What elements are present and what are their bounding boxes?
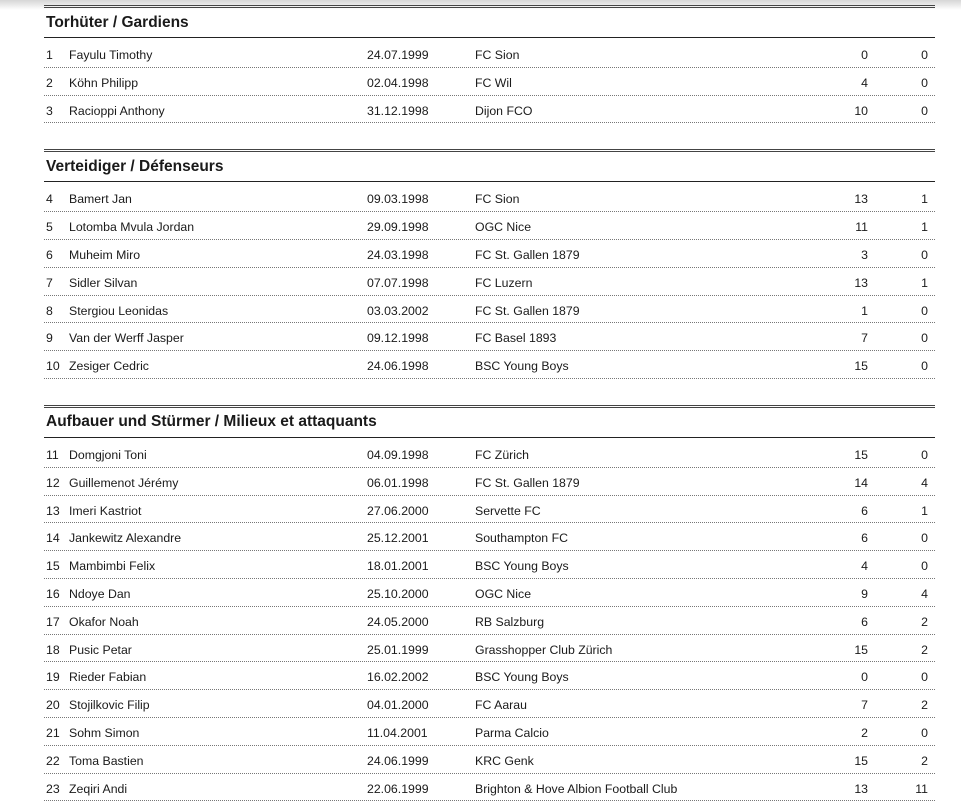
player-name: Rieder Fabian xyxy=(69,670,147,685)
player-games: 15 xyxy=(854,753,868,768)
player-rows xyxy=(44,40,935,123)
player-club: BSC Young Boys xyxy=(475,359,569,374)
player-rows xyxy=(44,184,935,379)
player-goals: 0 xyxy=(921,103,928,118)
player-number: 21 xyxy=(46,725,60,740)
player-games: 0 xyxy=(861,670,868,685)
player-club: FC St. Gallen 1879 xyxy=(475,247,580,262)
player-rows xyxy=(44,440,935,801)
player-goals: 11 xyxy=(915,781,928,796)
player-number: 8 xyxy=(46,303,53,318)
player-games: 14 xyxy=(854,475,868,490)
section-defenders xyxy=(44,149,935,379)
player-goals: 0 xyxy=(921,247,928,262)
player-games: 1 xyxy=(861,303,868,318)
player-name: Stergiou Leonidas xyxy=(69,303,169,318)
player-goals: 2 xyxy=(921,614,928,629)
player-number: 23 xyxy=(46,781,60,796)
player-number: 1 xyxy=(46,48,53,62)
player-row xyxy=(44,579,935,607)
player-number: 20 xyxy=(46,698,60,713)
player-goals: 2 xyxy=(921,753,928,768)
player-row xyxy=(44,774,935,801)
player-row xyxy=(44,96,935,124)
player-goals: 0 xyxy=(921,670,928,685)
player-goals: 1 xyxy=(921,192,928,207)
player-birthdate: 11.04.2001 xyxy=(367,725,428,740)
player-birthdate: 24.05.2000 xyxy=(367,614,429,629)
player-birthdate: 18.01.2001 xyxy=(367,559,429,574)
player-number: 18 xyxy=(46,642,60,657)
player-goals: 2 xyxy=(921,642,928,657)
player-birthdate: 22.06.1999 xyxy=(367,781,429,796)
player-games: 6 xyxy=(861,614,868,629)
player-goals: 4 xyxy=(921,475,928,490)
player-games: 15 xyxy=(854,359,868,374)
player-row xyxy=(44,635,935,663)
player-club: FC St. Gallen 1879 xyxy=(475,303,580,318)
player-goals: 0 xyxy=(921,559,928,574)
player-row xyxy=(44,351,935,379)
section-midfield-attack xyxy=(44,405,935,801)
player-name: Pusic Petar xyxy=(69,642,132,657)
player-row xyxy=(44,496,935,524)
section-goalkeepers xyxy=(44,5,935,123)
player-birthdate: 16.02.2002 xyxy=(367,670,429,685)
player-number: 3 xyxy=(46,103,53,118)
player-club: Parma Calcio xyxy=(475,725,549,740)
player-name: Sohm Simon xyxy=(69,725,140,740)
player-birthdate: 04.09.1998 xyxy=(367,447,429,462)
player-name: Guillemenot Jérémy xyxy=(69,475,179,490)
player-goals: 1 xyxy=(921,503,928,518)
player-name: Köhn Philipp xyxy=(69,75,139,90)
player-name: Van der Werff Jasper xyxy=(69,331,184,346)
section-spacer xyxy=(44,123,935,149)
player-club: OGC Nice xyxy=(475,586,532,601)
player-name: Mambimbi Felix xyxy=(69,559,156,574)
player-goals: 0 xyxy=(921,725,928,740)
player-games: 15 xyxy=(854,642,868,657)
player-club: Servette FC xyxy=(475,503,541,518)
player-number: 15 xyxy=(46,559,60,574)
player-row xyxy=(44,607,935,635)
player-club: BSC Young Boys xyxy=(475,670,569,685)
player-birthdate: 04.01.2000 xyxy=(367,698,429,713)
player-games: 4 xyxy=(861,75,868,90)
player-games: 3 xyxy=(861,247,868,262)
player-club: Dijon FCO xyxy=(475,103,533,118)
player-games: 7 xyxy=(861,698,868,713)
player-name: Okafor Noah xyxy=(69,614,139,629)
player-club: FC St. Gallen 1879 xyxy=(475,475,580,490)
player-row xyxy=(44,746,935,774)
player-number: 13 xyxy=(46,503,60,518)
player-goals: 0 xyxy=(921,75,928,90)
section-title: Torhüter / Gardiens xyxy=(44,5,935,38)
player-number: 2 xyxy=(46,75,53,90)
player-number: 11 xyxy=(46,447,59,462)
player-club: FC Sion xyxy=(475,192,520,207)
player-games: 11 xyxy=(855,220,868,235)
player-birthdate: 02.04.1998 xyxy=(367,75,429,90)
player-row xyxy=(44,240,935,268)
player-birthdate: 06.01.1998 xyxy=(367,475,429,490)
player-row xyxy=(44,523,935,551)
player-goals: 0 xyxy=(921,303,928,318)
player-number: 7 xyxy=(46,275,53,290)
player-birthdate: 25.01.1999 xyxy=(367,642,429,657)
player-games: 15 xyxy=(854,447,868,462)
player-number: 16 xyxy=(46,586,60,601)
squad-list xyxy=(44,5,935,801)
player-birthdate: 25.10.2000 xyxy=(367,586,429,601)
player-name: Fayulu Timothy xyxy=(69,48,153,62)
player-birthdate: 09.03.1998 xyxy=(367,192,429,207)
player-name: Imeri Kastriot xyxy=(69,503,142,518)
player-games: 10 xyxy=(854,103,868,118)
player-name: Lotomba Mvula Jordan xyxy=(69,220,195,235)
player-number: 10 xyxy=(46,359,60,374)
player-birthdate: 25.12.2001 xyxy=(367,531,429,546)
player-birthdate: 09.12.1998 xyxy=(367,331,429,346)
player-number: 22 xyxy=(46,753,60,768)
player-number: 19 xyxy=(46,670,60,685)
player-club: BSC Young Boys xyxy=(475,559,569,574)
player-club: FC Wil xyxy=(475,75,512,90)
player-birthdate: 29.09.1998 xyxy=(367,220,429,235)
player-birthdate: 24.06.1999 xyxy=(367,753,429,768)
player-name: Jankewitz Alexandre xyxy=(69,531,182,546)
player-number: 9 xyxy=(46,331,53,346)
player-goals: 0 xyxy=(921,447,928,462)
player-club: Southampton FC xyxy=(475,531,568,546)
player-row xyxy=(44,68,935,96)
player-name: Zeqiri Andi xyxy=(69,781,128,796)
player-club: KRC Genk xyxy=(475,753,534,768)
player-club: FC Luzern xyxy=(475,275,533,290)
player-birthdate: 24.06.1998 xyxy=(367,359,429,374)
player-games: 6 xyxy=(861,503,868,518)
player-number: 4 xyxy=(46,192,53,207)
player-goals: 1 xyxy=(921,275,928,290)
player-row xyxy=(44,551,935,579)
player-club: FC Sion xyxy=(475,48,520,62)
player-club: FC Basel 1893 xyxy=(475,331,557,346)
player-goals: 0 xyxy=(921,48,928,62)
player-birthdate: 07.07.1998 xyxy=(367,275,429,290)
player-number: 12 xyxy=(46,475,60,490)
player-name: Ndoye Dan xyxy=(69,586,131,601)
player-goals: 4 xyxy=(921,586,928,601)
player-row xyxy=(44,268,935,296)
section-spacer xyxy=(44,379,935,405)
player-name: Sidler Silvan xyxy=(69,275,138,290)
player-row xyxy=(44,468,935,496)
player-goals: 0 xyxy=(921,531,928,546)
player-name: Racioppi Anthony xyxy=(69,103,165,118)
player-club: Brighton & Hove Albion Football Club xyxy=(475,781,678,796)
player-name: Domgjoni Toni xyxy=(69,447,147,462)
player-club: OGC Nice xyxy=(475,220,532,235)
player-name: Bamert Jan xyxy=(69,192,132,207)
player-row xyxy=(44,40,935,68)
player-goals: 2 xyxy=(921,698,928,713)
player-number: 17 xyxy=(46,614,60,629)
player-row xyxy=(44,212,935,240)
player-row xyxy=(44,440,935,468)
player-birthdate: 03.03.2002 xyxy=(367,303,429,318)
player-games: 13 xyxy=(854,275,868,290)
player-games: 6 xyxy=(861,531,868,546)
player-birthdate: 24.03.1998 xyxy=(367,247,429,262)
player-name: Stojilkovic Filip xyxy=(69,698,150,713)
player-row xyxy=(44,323,935,351)
player-games: 2 xyxy=(861,725,868,740)
player-row xyxy=(44,662,935,690)
player-games: 4 xyxy=(861,559,868,574)
player-goals: 0 xyxy=(921,359,928,374)
player-club: RB Salzburg xyxy=(475,614,545,629)
section-title: Verteidiger / Défenseurs xyxy=(44,149,935,182)
player-club: Grasshopper Club Zürich xyxy=(475,642,613,657)
player-number: 5 xyxy=(46,220,53,235)
player-birthdate: 31.12.1998 xyxy=(367,103,429,118)
player-goals: 1 xyxy=(921,220,928,235)
player-row xyxy=(44,718,935,746)
player-games: 9 xyxy=(861,586,868,601)
player-games: 7 xyxy=(861,331,868,346)
player-birthdate: 27.06.2000 xyxy=(367,503,429,518)
player-number: 6 xyxy=(46,247,53,262)
player-club: FC Zürich xyxy=(475,447,529,462)
player-birthdate: 24.07.1999 xyxy=(367,48,429,62)
player-name: Muheim Miro xyxy=(69,247,141,262)
player-name: Zesiger Cedric xyxy=(69,359,149,374)
player-number: 14 xyxy=(46,531,60,546)
player-games: 13 xyxy=(854,781,868,796)
player-goals: 0 xyxy=(921,331,928,346)
player-row xyxy=(44,690,935,718)
player-name: Toma Bastien xyxy=(69,753,144,768)
section-title: Aufbauer und Stürmer / Milieux et attaquants xyxy=(44,405,935,438)
player-games: 13 xyxy=(854,192,868,207)
player-games: 0 xyxy=(861,48,868,62)
player-row xyxy=(44,296,935,324)
player-club: FC Aarau xyxy=(475,698,527,713)
player-row xyxy=(44,184,935,212)
